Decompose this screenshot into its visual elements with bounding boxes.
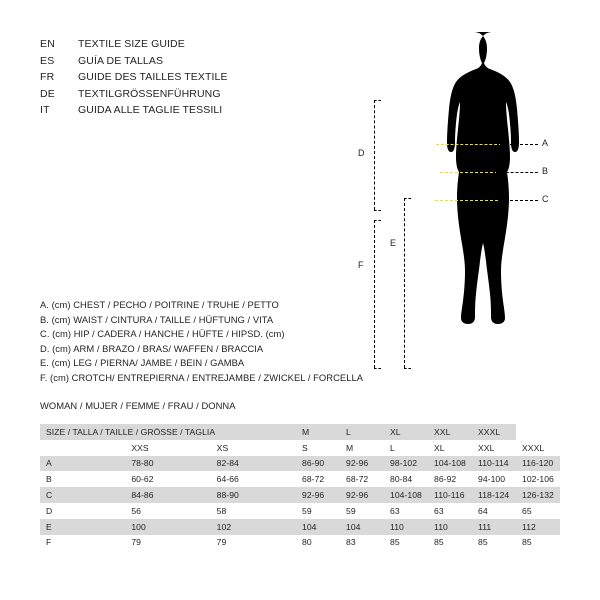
legend-item-d: D. (cm) ARM / BRAZO / BRAS/ WAFFEN / BRACCIA xyxy=(40,342,264,354)
table-cell: 68-72 xyxy=(340,471,384,487)
table-corner-label: SIZE / TALLA / TAILLE / GRÖSSE / TAGLIA xyxy=(40,424,296,440)
table-cell: 88-90 xyxy=(211,487,296,503)
language-title-block xyxy=(40,38,340,121)
legend-item-c: C. (cm) HIP / CADERA / HANCHE / HÜFTE / HIPSD. (cm) xyxy=(40,328,285,340)
table-cell: 59 xyxy=(296,503,340,519)
legend-item-e: E. (cm) LEG / PIERNA/ JAMBE / BEIN / GAMBA xyxy=(40,357,245,369)
table-cell: 85 xyxy=(428,535,472,551)
table-cell: 100 xyxy=(125,519,210,535)
table-cell: 63 xyxy=(428,503,472,519)
language-row xyxy=(40,88,340,105)
female-silhouette-icon xyxy=(432,30,552,390)
marker-b: B xyxy=(542,166,549,176)
waist-measure-line xyxy=(440,172,498,173)
size-table-wrapper xyxy=(40,424,560,550)
language-title: GUIDA ALLE TAGLIE TESSILI xyxy=(78,104,223,116)
table-header-cell: L xyxy=(384,440,428,456)
language-title: TEXTILGRÖSSENFÜHRUNG xyxy=(78,87,221,100)
gender-label: WOMAN / MUJER / FEMME / FRAU / DONNA xyxy=(40,400,236,411)
table-row xyxy=(40,456,560,472)
table-cell: 110 xyxy=(428,519,472,535)
arm-dimension-line xyxy=(374,100,375,210)
table-cell: 86-92 xyxy=(428,471,472,487)
row-label: E xyxy=(40,519,125,535)
table-header-cell: XXXL xyxy=(472,424,516,440)
table-cell: 85 xyxy=(516,535,560,551)
table-header-cell: XXL xyxy=(428,424,472,440)
table-cell: 104 xyxy=(340,519,384,535)
language-code: DE xyxy=(40,87,55,100)
table-header-cell: M xyxy=(340,440,384,456)
table-cell: 116-120 xyxy=(516,456,560,472)
row-label: B xyxy=(40,471,125,487)
table-row xyxy=(40,503,560,519)
table-cell: 79 xyxy=(211,535,296,551)
row-label: A xyxy=(40,456,125,472)
language-title: GUIDE DES TAILLES TEXTILE xyxy=(78,71,228,83)
table-cell: 68-72 xyxy=(296,471,340,487)
language-row xyxy=(40,71,340,88)
table-cell: 110-114 xyxy=(472,456,516,472)
chest-measure-line xyxy=(436,144,502,145)
table-row xyxy=(40,519,560,535)
marker-d: D xyxy=(358,148,365,158)
table-cell: 104 xyxy=(296,519,340,535)
table-cell: 64 xyxy=(472,503,516,519)
language-code: FR xyxy=(40,71,55,83)
leg-dimension-line xyxy=(404,198,405,368)
marker-c: C xyxy=(542,194,549,204)
figure-diagram xyxy=(340,20,590,400)
table-cell: 118-124 xyxy=(472,487,516,503)
table-cell: 60-62 xyxy=(125,471,210,487)
table-row xyxy=(40,535,560,551)
marker-a: A xyxy=(542,138,549,148)
language-title: TEXTILE SIZE GUIDE xyxy=(78,38,185,50)
table-header-cell: XS xyxy=(211,440,296,456)
table-cell: 104-108 xyxy=(384,487,428,503)
table-cell: 82-84 xyxy=(211,456,296,472)
table-empty-cell xyxy=(40,440,125,456)
legend-item-a: A. (cm) CHEST / PECHO / POITRINE / TRUHE / PETTO xyxy=(40,299,279,310)
table-cell: 94-100 xyxy=(472,471,516,487)
table-cell: 85 xyxy=(384,535,428,551)
table-cell: 104-108 xyxy=(428,456,472,472)
hip-lead-line xyxy=(500,200,538,201)
row-label: C xyxy=(40,487,125,503)
hip-measure-line xyxy=(435,200,503,201)
row-label: F xyxy=(40,535,125,551)
table-cell: 92-96 xyxy=(296,487,340,503)
table-row xyxy=(40,487,560,503)
table-cell: 80-84 xyxy=(384,471,428,487)
language-code: ES xyxy=(40,54,55,67)
size-table xyxy=(40,424,560,550)
table-cell: 98-102 xyxy=(384,456,428,472)
table-header-cell: M xyxy=(296,424,340,440)
language-code: IT xyxy=(40,104,50,116)
legend-item-f: F. (cm) CROTCH/ ENTREPIERNA / ENTREJAMBE / ZWICKEL / FORCELLA xyxy=(40,371,364,383)
table-cell: 110-116 xyxy=(428,487,472,503)
marker-f: F xyxy=(358,260,364,270)
table-header-cell: L xyxy=(340,424,384,440)
row-label: D xyxy=(40,503,125,519)
table-cell: 58 xyxy=(211,503,296,519)
table-header-cell: XXL xyxy=(472,440,516,456)
crotch-dimension-cap-top xyxy=(374,220,381,221)
table-cell: 111 xyxy=(472,519,516,535)
table-cell: 78-80 xyxy=(125,456,210,472)
table-cell: 63 xyxy=(384,503,428,519)
arm-dimension-cap-top xyxy=(374,100,381,101)
table-cell: 85 xyxy=(472,535,516,551)
table-header-cell: S xyxy=(296,440,340,456)
table-cell: 92-96 xyxy=(340,456,384,472)
table-cell: 92-96 xyxy=(340,487,384,503)
table-cell: 102-106 xyxy=(516,471,560,487)
crotch-dimension-line xyxy=(374,220,375,368)
table-header-cell: XXXL xyxy=(516,440,560,456)
table-row xyxy=(40,471,560,487)
language-title: GUÍA DE TALLAS xyxy=(78,54,164,67)
language-row xyxy=(40,55,340,72)
table-cell: 65 xyxy=(516,503,560,519)
table-cell: 112 xyxy=(516,519,560,535)
table-cell: 64-66 xyxy=(211,471,296,487)
table-cell: 79 xyxy=(125,535,210,551)
arm-dimension-cap-bottom xyxy=(374,210,381,211)
table-header-cell: XL xyxy=(428,440,472,456)
table-cell: 86-90 xyxy=(296,456,340,472)
table-cell: 56 xyxy=(125,503,210,519)
waist-lead-line xyxy=(496,172,538,173)
table-header-cell: XL xyxy=(384,424,428,440)
chest-lead-line xyxy=(500,144,538,145)
table-cell: 83 xyxy=(340,535,384,551)
legend-item-b: B. (cm) WAIST / CINTURA / TAILLE / HÜFTUNG / VITA xyxy=(40,313,274,325)
table-cell: 84-86 xyxy=(125,487,210,503)
table-cell: 59 xyxy=(340,503,384,519)
language-code: EN xyxy=(40,38,55,50)
table-subheader-row xyxy=(40,440,560,456)
table-cell: 110 xyxy=(384,519,428,535)
table-cell: 80 xyxy=(296,535,340,551)
language-row xyxy=(40,38,340,55)
leg-dimension-cap-bottom xyxy=(404,368,411,369)
table-cell: 102 xyxy=(211,519,296,535)
leg-dimension-cap-top xyxy=(404,198,411,199)
marker-e: E xyxy=(390,238,397,248)
table-header-row xyxy=(40,424,560,440)
table-cell: 126-132 xyxy=(516,487,560,503)
table-header-cell: XXS xyxy=(125,440,210,456)
language-row xyxy=(40,104,340,121)
crotch-dimension-cap-bottom xyxy=(374,368,381,369)
